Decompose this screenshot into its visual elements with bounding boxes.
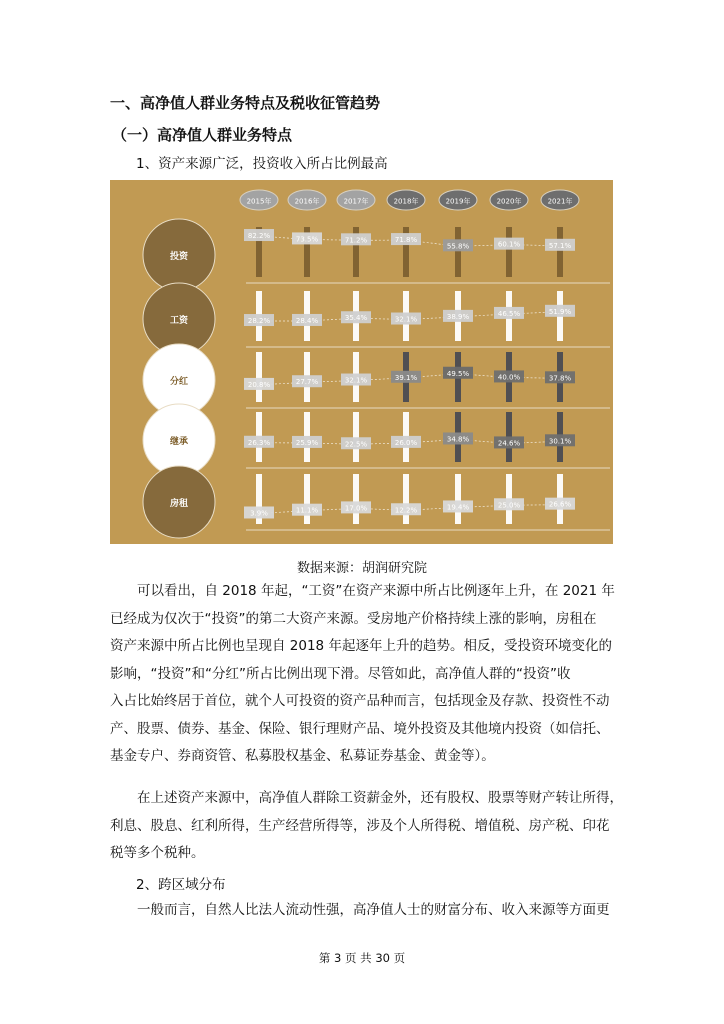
year-label: 2017年	[343, 197, 369, 206]
value-label: 71.8%	[394, 236, 418, 245]
value-label: 39.1%	[394, 373, 418, 382]
value-label: 27.7%	[295, 378, 319, 387]
value-label: 28.2%	[247, 317, 271, 326]
paragraph-line: 可以看出，自 2018 年起，“工资”在资产来源中所占比例逐年上升，在 2021 年	[137, 583, 615, 599]
paragraph-line: 资产来源中所占比例也呈现自 2018 年起逐年上升的趋势。相反，受投资环境变化的	[110, 638, 612, 654]
value-label: 17.0%	[344, 504, 368, 513]
value-label: 3.9%	[250, 509, 268, 518]
paragraph-line: 影响，“投资”和“分红”所占比例出现下滑。尽管如此，高净值人群的“投资”收	[110, 665, 571, 682]
category-label: 房租	[169, 499, 189, 509]
chart-caption: 数据来源：胡润研究院	[296, 561, 427, 576]
value-label: 11.1%	[295, 506, 319, 515]
paragraph-3	[110, 897, 613, 925]
value-bar	[557, 227, 563, 277]
value-label: 60.1%	[497, 240, 521, 249]
year-label: 2020年	[496, 197, 522, 206]
year-label: 2019年	[445, 197, 471, 206]
paragraph-line: 利息、股息、红利所得，生产经营所得等，涉及个人所得税、增值税、房产税、印花	[110, 817, 610, 834]
value-label: 55.8%	[446, 242, 470, 251]
value-label: 40.0%	[497, 373, 521, 382]
value-label: 71.2%	[344, 236, 368, 245]
value-label: 25.0%	[497, 501, 521, 510]
value-bar	[256, 352, 262, 402]
year-label: 2021年	[547, 197, 573, 206]
value-bar	[455, 227, 461, 277]
value-bar	[455, 474, 461, 524]
paragraph-2	[110, 785, 623, 868]
value-label: 49.5%	[446, 369, 470, 378]
value-label: 12.2%	[394, 506, 418, 515]
year-label: 2018年	[393, 197, 419, 206]
value-label: 35.4%	[344, 314, 368, 323]
value-bar	[304, 474, 310, 524]
section-heading: 一、高净值人群业务特点及税收征管趋势	[110, 94, 381, 112]
paragraph-line: 入占比始终居于首位，就个人可投资的资产品种而言，包括现金及存款、投资性不动	[110, 693, 610, 709]
value-label: 34.8%	[446, 435, 470, 444]
category-label: 继承	[169, 437, 189, 447]
value-label: 73.5%	[295, 235, 319, 244]
year-label: 2015年	[246, 197, 272, 206]
paragraph-1	[110, 578, 613, 771]
value-label: 22.5%	[344, 440, 368, 449]
value-label: 37.8%	[548, 374, 572, 383]
value-label: 57.1%	[548, 241, 572, 250]
value-bar	[403, 474, 409, 524]
income-source-chart	[110, 180, 613, 544]
category-label: 投资	[169, 252, 189, 262]
value-bar	[506, 227, 512, 277]
value-label: 32.1%	[394, 315, 418, 324]
paragraph-line: 一般而言，自然人比法人流动性强，高净值人士的财富分布、收入来源等方面更	[137, 902, 610, 918]
value-label: 51.9%	[548, 307, 572, 316]
paragraph-line: 基金专户、券商资管、私募股权基金、私募证券基金、黄金等）。	[110, 748, 495, 764]
paragraph-line: 产、股票、债券、基金、保险、银行理财产品、境外投资及其他境内投资（如信托、	[110, 720, 610, 737]
value-label: 46.5%	[497, 309, 521, 318]
value-label: 26.6%	[548, 500, 572, 509]
paragraph-line: 税等多个税种。	[110, 845, 205, 861]
paragraph-line: 已经成为仅次于“投资”的第二大资产来源。受房地产价格持续上涨的影响，房租在	[110, 610, 597, 627]
value-bar	[353, 412, 359, 462]
item-heading-1: 1、资产来源广泛，投资收入所占比例最高	[136, 156, 388, 172]
value-label: 82.2%	[247, 232, 271, 241]
value-label: 28.4%	[295, 316, 319, 325]
value-label: 32.1%	[344, 376, 368, 385]
year-label: 2016年	[294, 197, 320, 206]
item-heading-2: 2、跨区域分布	[136, 877, 226, 893]
value-label: 26.3%	[247, 438, 271, 447]
value-label: 25.9%	[295, 438, 319, 447]
value-label: 20.8%	[247, 380, 271, 389]
value-label: 19.4%	[446, 503, 470, 512]
paragraph-line: 在上述资产来源中，高净值人群除工资薪金外，还有股权、股票等财产转让所得，	[137, 790, 623, 806]
subsection-heading: （一）高净值人群业务特点	[112, 126, 293, 144]
page-footer: 第 3 页 共 30 页	[318, 951, 406, 965]
category-label: 工资	[169, 316, 189, 326]
category-label: 分红	[169, 377, 189, 387]
value-label: 26.0%	[394, 438, 418, 447]
value-label: 38.9%	[446, 312, 470, 321]
value-bar	[353, 474, 359, 524]
value-label: 24.6%	[497, 439, 521, 448]
value-label: 30.1%	[548, 437, 572, 446]
